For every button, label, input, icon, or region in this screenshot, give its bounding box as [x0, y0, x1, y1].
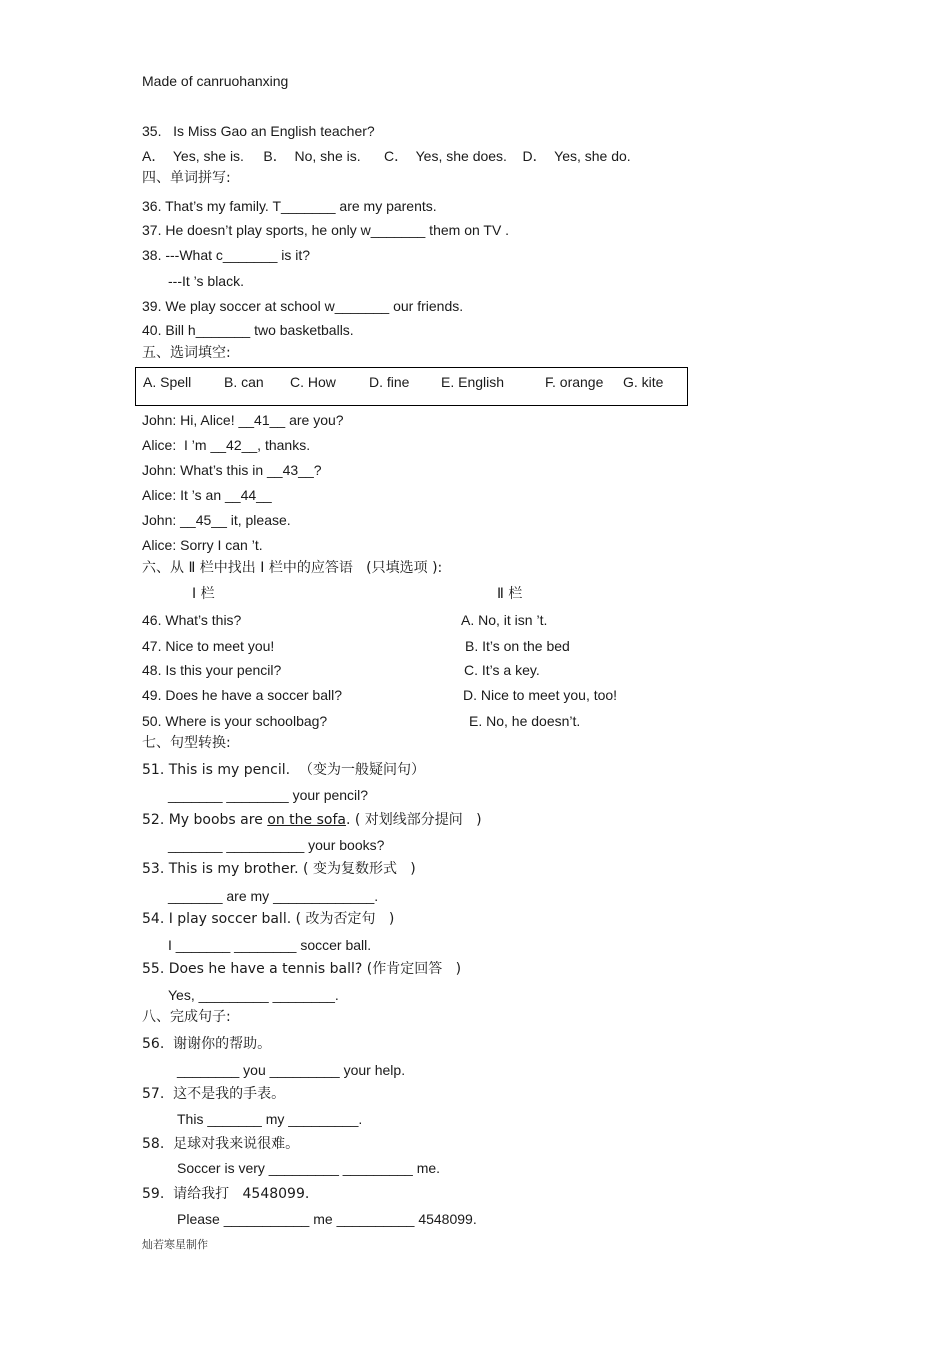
question-40: 40. Bill h_______ two basketballs.	[142, 322, 354, 338]
section-6-title: 六、从 Ⅱ 栏中找出 Ⅰ 栏中的应答语 (只填选项 ):	[142, 560, 443, 576]
answer-59: Please ___________ me __________ 4548099.	[177, 1211, 477, 1227]
question-58: 58. 足球对我来说很难。	[142, 1136, 300, 1152]
answer-55: Yes, _________ ________.	[168, 987, 339, 1003]
match-answer: E. No, he doesn’t.	[469, 713, 581, 729]
question-59: 59. 请给我打 4548099.	[142, 1186, 310, 1202]
page-header: Made of canruohanxing	[142, 73, 289, 89]
answer-57: This _______ my _________.	[177, 1111, 363, 1127]
question-38-answer: ---It ’s black.	[168, 273, 244, 289]
answer-54: I _______ ________ soccer ball.	[168, 937, 372, 953]
column-2-header: Ⅱ 栏	[497, 586, 523, 602]
question-53: 53. This is my brother. ( 变为复数形式 )	[142, 861, 416, 877]
question-39: 39. We play soccer at school w_______ our friends.	[142, 298, 464, 314]
question-57: 57. 这不是我的手表。	[142, 1086, 286, 1102]
page-footer: 灿若寒星制作	[142, 1239, 208, 1251]
match-question: 49. Does he have a soccer ball?	[142, 687, 343, 703]
word-option-b: B. can	[224, 374, 264, 390]
question-56: 56. 谢谢你的帮助。	[142, 1036, 272, 1052]
dialogue-line: John: Hi, Alice! __41__ are you?	[142, 412, 344, 428]
question-35: 35. Is Miss Gao an English teacher?	[142, 123, 375, 139]
match-answer: A. No, it isn ’t.	[461, 612, 548, 628]
answer-53: _______ are my _____________.	[168, 888, 379, 904]
dialogue-line: Alice: It ’s an __44__	[142, 487, 272, 503]
word-option-a: A. Spell	[143, 374, 192, 390]
match-question: 48. Is this your pencil?	[142, 662, 282, 678]
word-option-e: E. English	[441, 374, 505, 390]
match-answer: C. It’s a key.	[464, 662, 540, 678]
answer-51: _______ ________ your pencil?	[168, 787, 369, 803]
word-option-c: C. How	[290, 374, 336, 390]
match-question: 50. Where is your schoolbag?	[142, 713, 328, 729]
answer-56: ________ you _________ your help.	[177, 1062, 406, 1078]
question-36: 36. That’s my family. T_______ are my parents.	[142, 198, 437, 214]
section-5-title: 五、选词填空:	[142, 345, 231, 361]
question-37: 37. He doesn’t play sports, he only w_______ them on TV .	[142, 222, 510, 238]
word-option-f: F. orange	[545, 374, 604, 390]
section-8-title: 八、完成句子:	[142, 1009, 231, 1025]
section-4-title: 四、单词拼写:	[142, 170, 231, 186]
match-question: 46. What’s this?	[142, 612, 242, 628]
dialogue-line: John: What’s this in __43__?	[142, 462, 322, 478]
question-54: 54. I play soccer ball. ( 改为否定句 )	[142, 911, 395, 927]
question-55: 55. Does he have a tennis ball? (作肯定回答 )	[142, 961, 462, 977]
answer-58: Soccer is very _________ _________ me.	[177, 1160, 441, 1176]
question-51: 51. This is my pencil. （变为一般疑问句）	[142, 762, 425, 778]
dialogue-line: Alice: I ’m __42__, thanks.	[142, 437, 311, 453]
question-52: 52. My boobs are on the sofa. ( 对划线部分提问 )	[142, 812, 482, 828]
answer-52: _______ __________ your books?	[168, 837, 385, 853]
dialogue-line: John: __45__ it, please.	[142, 512, 291, 528]
dialogue-line: Alice: Sorry I can ’t.	[142, 537, 263, 553]
match-answer: B. It’s on the bed	[465, 638, 570, 654]
word-option-d: D. fine	[369, 374, 410, 390]
question-38: 38. ---What c_______ is it?	[142, 247, 311, 263]
column-1-header: Ⅰ 栏	[192, 586, 215, 602]
match-question: 47. Nice to meet you!	[142, 638, 275, 654]
match-answer: D. Nice to meet you, too!	[463, 687, 618, 703]
word-option-g: G. kite	[623, 374, 664, 390]
underlined-phrase: on the sofa	[267, 812, 346, 828]
section-7-title: 七、句型转换:	[142, 735, 231, 751]
question-35-options: A． Yes, she is. B． No, she is. C． Yes, she does. D． Yes, she do.	[142, 148, 631, 164]
word-bank-box	[135, 367, 688, 406]
